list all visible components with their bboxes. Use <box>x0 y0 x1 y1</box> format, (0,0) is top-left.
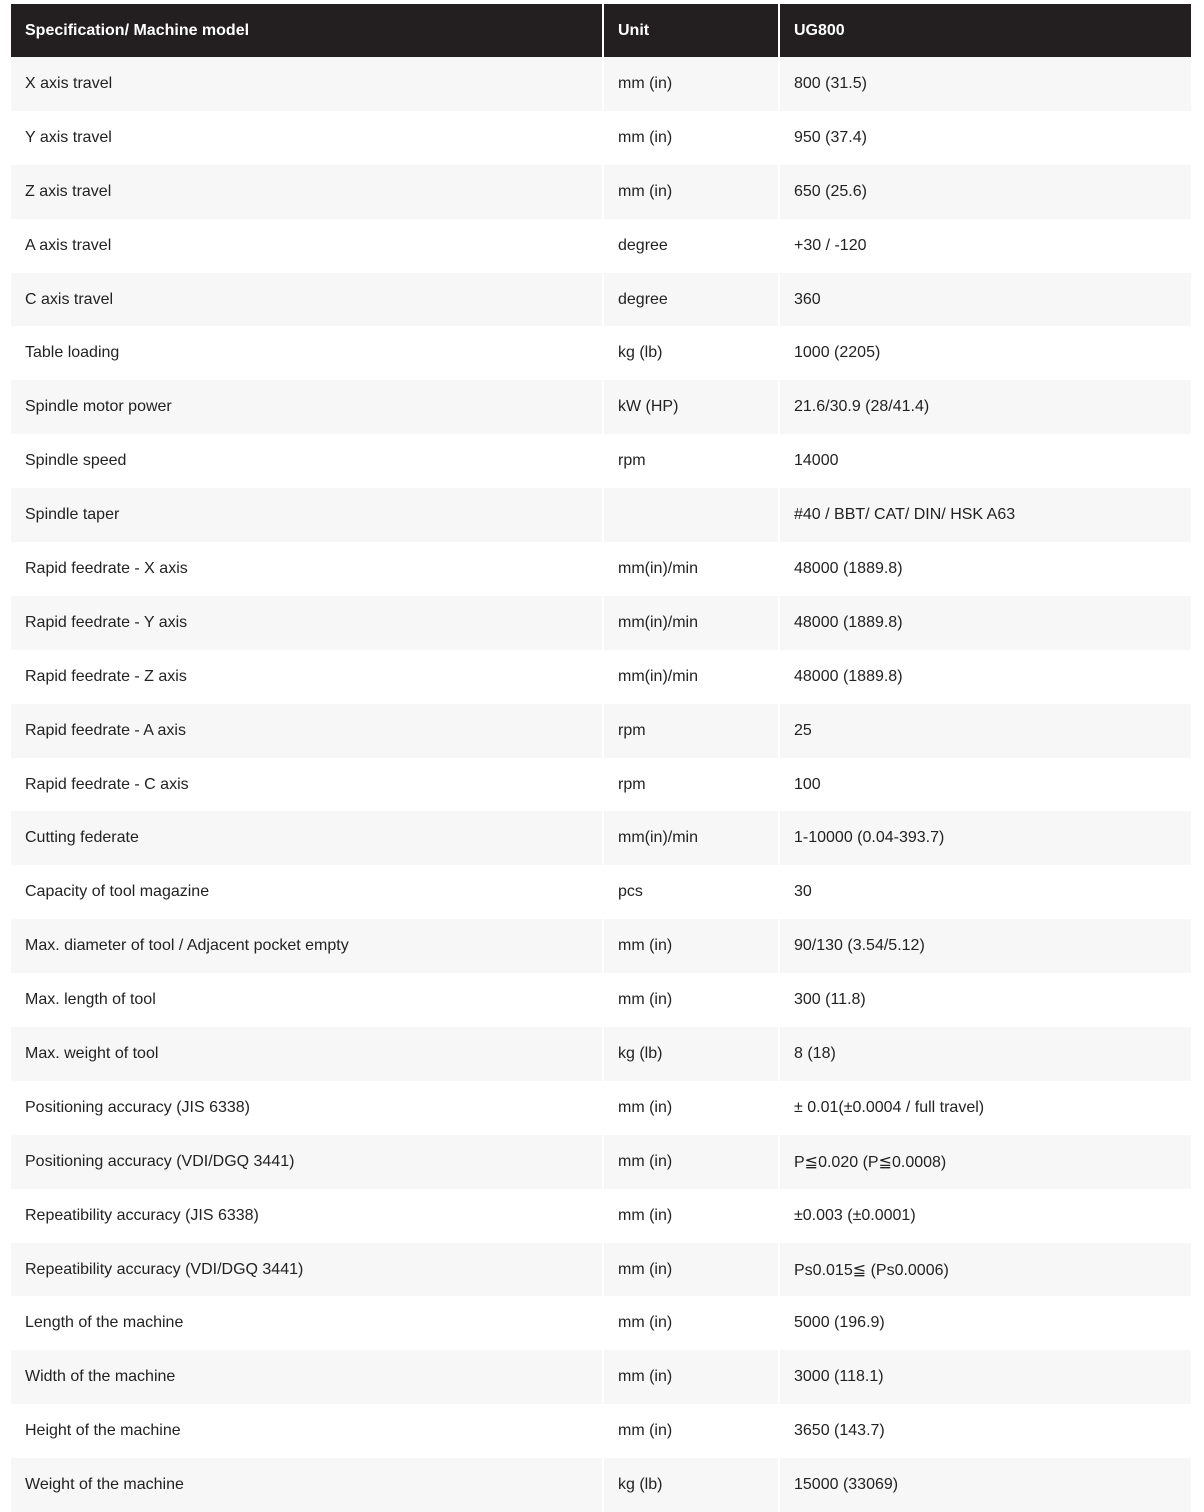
value-cell: 8 (18) <box>779 1027 1191 1081</box>
spec-cell: Repeatibility accuracy (VDI/DGQ 3441) <box>11 1243 603 1297</box>
table-row <box>11 488 1191 542</box>
unit-cell: mm (in) <box>603 1135 779 1189</box>
unit-cell: rpm <box>603 704 779 758</box>
unit-cell: pcs <box>603 865 779 919</box>
table-row <box>11 326 1191 380</box>
value-cell: 48000 (1889.8) <box>779 596 1191 650</box>
unit-cell: degree <box>603 219 779 273</box>
unit-cell: kg (lb) <box>603 1027 779 1081</box>
spec-cell: Length of the machine <box>11 1296 603 1350</box>
header-row <box>11 4 1191 57</box>
unit-cell: mm (in) <box>603 165 779 219</box>
value-cell: 950 (37.4) <box>779 111 1191 165</box>
spec-cell: Rapid feedrate - Z axis <box>11 650 603 704</box>
table-row <box>11 811 1191 865</box>
spec-cell: Max. weight of tool <box>11 1027 603 1081</box>
table-row <box>11 273 1191 327</box>
value-cell: ± 0.01(±0.0004 / full travel) <box>779 1081 1191 1135</box>
spec-cell: Cutting federate <box>11 811 603 865</box>
spec-cell: Spindle speed <box>11 434 603 488</box>
table-row <box>11 111 1191 165</box>
table-row <box>11 380 1191 434</box>
value-cell: 30 <box>779 865 1191 919</box>
value-cell: 14000 <box>779 434 1191 488</box>
value-cell: 3000 (118.1) <box>779 1350 1191 1404</box>
value-cell: 360 <box>779 273 1191 327</box>
table-row <box>11 919 1191 973</box>
value-cell: 5000 (196.9) <box>779 1296 1191 1350</box>
table-row <box>11 1027 1191 1081</box>
table-row <box>11 57 1191 111</box>
table-row <box>11 165 1191 219</box>
unit-cell: mm(in)/min <box>603 542 779 596</box>
value-cell: 1000 (2205) <box>779 326 1191 380</box>
table-row <box>11 1404 1191 1458</box>
table-row <box>11 1081 1191 1135</box>
value-cell: 300 (11.8) <box>779 973 1191 1027</box>
value-cell: #40 / BBT/ CAT/ DIN/ HSK A63 <box>779 488 1191 542</box>
table-row <box>11 542 1191 596</box>
spec-cell: A axis travel <box>11 219 603 273</box>
spec-cell: Spindle motor power <box>11 380 603 434</box>
unit-cell: mm(in)/min <box>603 650 779 704</box>
spec-cell: Table loading <box>11 326 603 380</box>
table-row <box>11 650 1191 704</box>
unit-cell: mm (in) <box>603 1296 779 1350</box>
table-row <box>11 1296 1191 1350</box>
unit-cell: mm(in)/min <box>603 596 779 650</box>
spec-cell: Max. length of tool <box>11 973 603 1027</box>
spec-cell: X axis travel <box>11 57 603 111</box>
header-spec: Specification/ Machine model <box>11 4 603 57</box>
spec-cell: Weight of the machine <box>11 1458 603 1512</box>
unit-cell: degree <box>603 273 779 327</box>
spec-cell: Rapid feedrate - X axis <box>11 542 603 596</box>
spec-cell: Rapid feedrate - Y axis <box>11 596 603 650</box>
table-row <box>11 1243 1191 1297</box>
unit-cell: rpm <box>603 758 779 812</box>
table-row <box>11 1350 1191 1404</box>
table-row <box>11 973 1191 1027</box>
value-cell: P≦0.020 (P≦0.0008) <box>779 1135 1191 1189</box>
value-cell: 90/130 (3.54/5.12) <box>779 919 1191 973</box>
unit-cell: mm (in) <box>603 111 779 165</box>
spec-cell: Width of the machine <box>11 1350 603 1404</box>
table-row <box>11 758 1191 812</box>
table-row <box>11 1135 1191 1189</box>
spec-cell: Capacity of tool magazine <box>11 865 603 919</box>
value-cell: 15000 (33069) <box>779 1458 1191 1512</box>
spec-cell: Spindle taper <box>11 488 603 542</box>
unit-cell: mm (in) <box>603 1081 779 1135</box>
table-body <box>11 57 1191 1512</box>
unit-cell: mm (in) <box>603 1404 779 1458</box>
spec-cell: Repeatibility accuracy (JIS 6338) <box>11 1189 603 1243</box>
specification-table <box>11 4 1191 1512</box>
value-cell: 800 (31.5) <box>779 57 1191 111</box>
value-cell: 48000 (1889.8) <box>779 542 1191 596</box>
spec-cell: Rapid feedrate - C axis <box>11 758 603 812</box>
value-cell: 1-10000 (0.04-393.7) <box>779 811 1191 865</box>
table-row <box>11 219 1191 273</box>
spec-cell: Positioning accuracy (JIS 6338) <box>11 1081 603 1135</box>
spec-cell: C axis travel <box>11 273 603 327</box>
unit-cell: mm (in) <box>603 1189 779 1243</box>
value-cell: 25 <box>779 704 1191 758</box>
header-model: UG800 <box>779 4 1191 57</box>
unit-cell: mm(in)/min <box>603 811 779 865</box>
value-cell: 650 (25.6) <box>779 165 1191 219</box>
unit-cell: mm (in) <box>603 1243 779 1297</box>
spec-cell: Max. diameter of tool / Adjacent pocket empty <box>11 919 603 973</box>
unit-cell: mm (in) <box>603 1350 779 1404</box>
table-row <box>11 1458 1191 1512</box>
spec-cell: Rapid feedrate - A axis <box>11 704 603 758</box>
unit-cell: rpm <box>603 434 779 488</box>
table-row <box>11 1189 1191 1243</box>
unit-cell: kg (lb) <box>603 326 779 380</box>
unit-cell: mm (in) <box>603 973 779 1027</box>
spec-cell: Y axis travel <box>11 111 603 165</box>
unit-cell: mm (in) <box>603 919 779 973</box>
table-row <box>11 596 1191 650</box>
unit-cell <box>603 488 779 542</box>
unit-cell: kW (HP) <box>603 380 779 434</box>
value-cell: 48000 (1889.8) <box>779 650 1191 704</box>
table-row <box>11 434 1191 488</box>
value-cell: 3650 (143.7) <box>779 1404 1191 1458</box>
value-cell: Ps0.015≦ (Ps0.0006) <box>779 1243 1191 1297</box>
unit-cell: kg (lb) <box>603 1458 779 1512</box>
spec-cell: Z axis travel <box>11 165 603 219</box>
value-cell: ±0.003 (±0.0001) <box>779 1189 1191 1243</box>
value-cell: 21.6/30.9 (28/41.4) <box>779 380 1191 434</box>
unit-cell: mm (in) <box>603 57 779 111</box>
table-row <box>11 865 1191 919</box>
table-header <box>11 4 1191 57</box>
spec-cell: Height of the machine <box>11 1404 603 1458</box>
spec-cell: Positioning accuracy (VDI/DGQ 3441) <box>11 1135 603 1189</box>
table-row <box>11 704 1191 758</box>
value-cell: +30 / -120 <box>779 219 1191 273</box>
header-unit: Unit <box>603 4 779 57</box>
value-cell: 100 <box>779 758 1191 812</box>
